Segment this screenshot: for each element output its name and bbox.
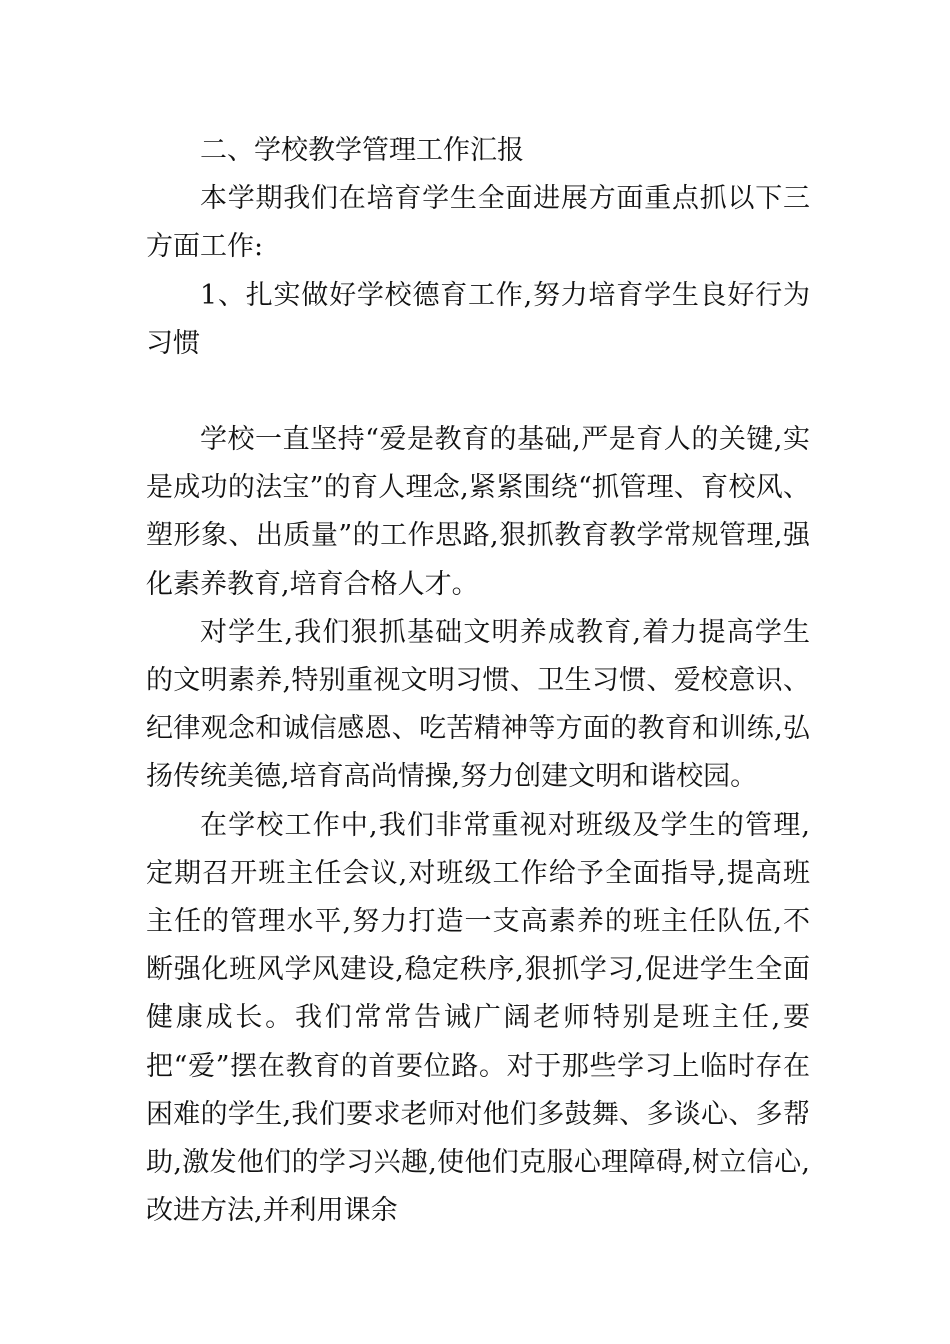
section-heading: 二、学校教学管理工作汇报 — [200, 135, 524, 166]
blank-line — [146, 368, 810, 416]
body-paragraph-class-management: 在学校工作中,我们非常重视对班级及学生的管理,定期召开班主任会议,对班级工作给予全面指导,提高班主任的管理水平,努力打造一支高素养的班主任队伍,不断强化班风学风建设,稳定秩序,狠抓学习,促进学生全面健康成长。我们常常告诫广阔老师特别是班主任,要把“爱”摆在教育的首要位路。对于那些学习上临时存在困难的学生,我们要求老师对他们多鼓舞、多谈心、多帮助,激发他们的学习兴趣,使他们克服心理障碍,树立信心,改进方法,并利用课余 — [146, 809, 810, 1227]
body-paragraph-philosophy: 学校一直坚持“爱是教育的基础,严是育人的关键,实是成功的法宝”的育人理念,紧紧围绕“抓管理、育校风、塑形象、出质量”的工作思路,狠抓教育教学常规管理,强化素养教育,培育合格人才。 — [146, 424, 810, 600]
body-paragraph-students: 对学生,我们狠抓基础文明养成教育,着力提高学生的文明素养,特别重视文明习惯、卫生习惯、爱校意识、纪律观念和诚信感恩、吃苦精神等方面的教育和训练,弘扬传统美德,培育高尚情操,努力创建文明和谐校园。 — [146, 616, 810, 793]
intro-paragraph: 本学期我们在培育学生全面进展方面重点抓以下三方面工作: — [146, 183, 810, 263]
subsection-heading: 1、扎实做好学校德育工作,努力培育学生良好行为习惯 — [146, 279, 810, 359]
document-body — [146, 127, 810, 1235]
